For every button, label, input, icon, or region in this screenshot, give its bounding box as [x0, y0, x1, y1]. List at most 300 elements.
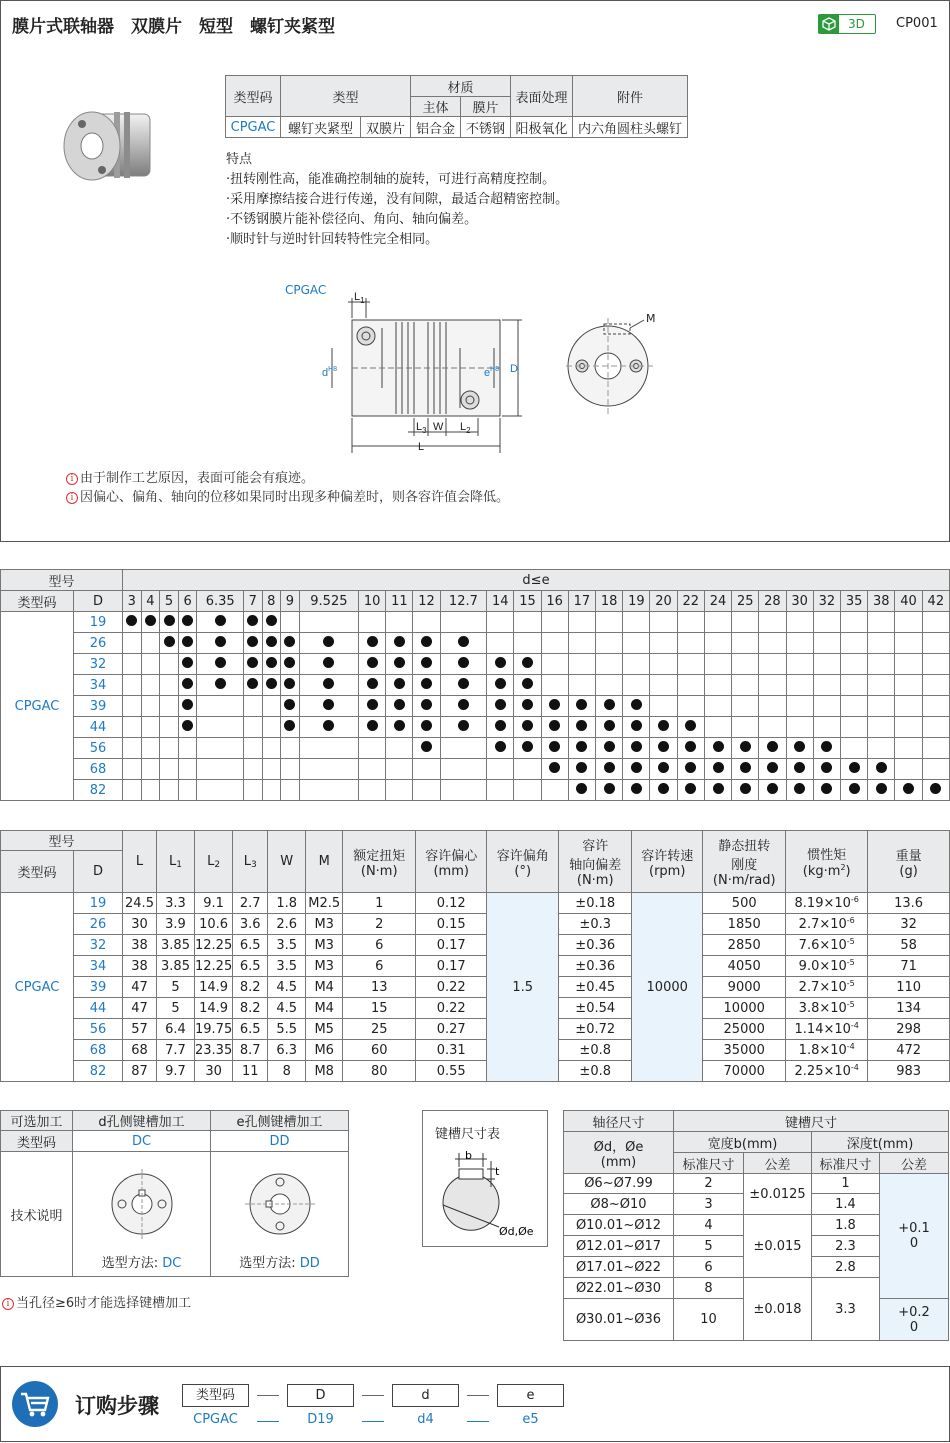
perf-weight: 32	[868, 914, 950, 935]
available-dot	[604, 783, 615, 794]
kw-h-t-std: 标准尺寸	[812, 1153, 880, 1174]
spec-h-material: 材质	[411, 76, 511, 97]
kw-range: Ø30.01~Ø36	[564, 1299, 674, 1341]
perf-L2: 14.9	[195, 998, 233, 1019]
bore-cell	[262, 654, 281, 675]
available-dot	[658, 720, 669, 731]
feature-item: ·扭转刚性高，能准确控制轴的旋转，可进行高精度控制。	[226, 172, 556, 187]
bore-cell	[568, 738, 595, 759]
available-dot	[323, 678, 334, 689]
perf-L: 47	[123, 977, 157, 998]
bore-cell	[732, 675, 759, 696]
perf-L2: 10.6	[195, 914, 233, 935]
bore-D: 56	[74, 738, 123, 759]
bore-cell	[281, 612, 300, 633]
perf-stiffness: 25000	[703, 1019, 786, 1040]
available-dot	[394, 678, 405, 689]
order-box-type-code: 类型码	[182, 1384, 249, 1407]
kw-h-depth: 深度t(mm)	[812, 1132, 949, 1153]
kw-range: Ø17.01~Ø22	[564, 1257, 674, 1278]
available-dot	[421, 720, 432, 731]
perf-L: 47	[123, 998, 157, 1019]
bore-cell	[386, 696, 413, 717]
bore-cell	[922, 654, 949, 675]
perf-torque: 25	[343, 1019, 416, 1040]
bore-cell	[281, 696, 300, 717]
perf-stiffness: 1850	[703, 914, 786, 935]
perf-L1: 3.85	[157, 935, 195, 956]
bore-cell	[281, 717, 300, 738]
perf-inertia-base: 3.8×10	[798, 1001, 847, 1016]
perf-M: M3	[306, 956, 343, 977]
bore-cell	[178, 717, 197, 738]
spec-type1: 螺钉夹紧型	[281, 117, 361, 138]
available-dot	[576, 699, 587, 710]
order-box-e: e	[497, 1384, 564, 1407]
bore-cell	[440, 675, 486, 696]
bore-row	[1, 675, 950, 696]
note-option: i 当孔径≥6时才能选择键槽加工	[2, 1292, 191, 1311]
available-dot	[549, 720, 560, 731]
bore-cell	[440, 633, 486, 654]
available-dot	[266, 678, 277, 689]
opt-code-dc: DC	[73, 1131, 211, 1152]
3d-badge[interactable]	[818, 14, 876, 34]
perf-L1: 7.7	[157, 1040, 195, 1061]
available-dot	[284, 636, 295, 647]
bore-cell	[262, 696, 281, 717]
bore-cell	[596, 738, 623, 759]
perf-axial: ±0.8	[559, 1061, 632, 1082]
perf-stiffness: 500	[703, 893, 786, 914]
perf-stiffness: 4050	[703, 956, 786, 977]
perf-h-M: M	[306, 831, 343, 893]
perf-L: 24.5	[123, 893, 157, 914]
available-dot	[458, 657, 469, 668]
bore-cell	[759, 780, 786, 801]
available-dot	[604, 741, 615, 752]
perf-inertia-exp: -4	[850, 1021, 859, 1030]
bore-cell	[623, 759, 650, 780]
perf-L3: 2.7	[233, 893, 268, 914]
bore-cell	[922, 696, 949, 717]
perf-L: 87	[123, 1061, 157, 1082]
spec-table	[225, 75, 688, 138]
available-dot	[421, 636, 432, 647]
spec-accessory: 内六角圆柱头螺钉	[573, 117, 688, 138]
cart-icon	[12, 1381, 58, 1427]
bore-h-model: 型号	[1, 570, 123, 591]
bore-cell	[197, 612, 243, 633]
bore-row	[1, 696, 950, 717]
feature-item: ·不锈钢膜片能补偿径向、角向、轴向偏差。	[226, 212, 478, 227]
kw-range: Ø10.01~Ø12	[564, 1215, 674, 1236]
perf-h-model: 型号	[1, 831, 123, 851]
available-dot	[247, 615, 258, 626]
perf-axial: ±0.8	[559, 1040, 632, 1061]
bore-cell	[514, 696, 541, 717]
bore-cell	[759, 612, 786, 633]
available-dot	[421, 678, 432, 689]
bore-cell	[160, 675, 179, 696]
perf-torque: 6	[343, 956, 416, 977]
bore-cell	[813, 654, 840, 675]
available-dot	[849, 783, 860, 794]
spec-body: 铝合金	[411, 117, 461, 138]
bore-cell	[650, 696, 677, 717]
bore-cell	[487, 738, 514, 759]
perf-row	[1, 935, 950, 956]
perf-D: 34	[74, 956, 123, 977]
perf-axial: ±0.45	[559, 977, 632, 998]
bore-cell	[299, 759, 358, 780]
perf-inertia	[786, 998, 868, 1019]
available-dot	[367, 636, 378, 647]
bore-cell	[440, 654, 486, 675]
available-dot	[876, 783, 887, 794]
bore-type-code: CPGAC	[1, 612, 74, 801]
bore-cell	[596, 780, 623, 801]
bore-size: 9.525	[299, 591, 358, 612]
bore-cell	[677, 675, 704, 696]
bore-row	[1, 738, 950, 759]
bore-cell	[840, 717, 867, 738]
bore-cell	[568, 675, 595, 696]
perf-inertia	[786, 914, 868, 935]
spec-h-film: 膜片	[461, 97, 511, 117]
bore-cell	[262, 675, 281, 696]
available-dot	[421, 657, 432, 668]
available-dot	[182, 615, 193, 626]
order-box-d: d	[392, 1384, 459, 1407]
bore-cell	[868, 717, 895, 738]
bore-cell	[895, 759, 922, 780]
cube-icon	[819, 15, 839, 33]
bore-size: 24	[704, 591, 731, 612]
perf-ecc: 0.55	[416, 1061, 487, 1082]
bore-cell	[487, 612, 514, 633]
available-dot	[576, 720, 587, 731]
bore-cell	[123, 780, 142, 801]
perf-M: M3	[306, 914, 343, 935]
bore-cell	[704, 612, 731, 633]
kw-t: 1.4	[812, 1194, 880, 1215]
dim-W: W	[433, 421, 444, 433]
available-dot	[394, 699, 405, 710]
perf-torque: 80	[343, 1061, 416, 1082]
kw-t-tol: +0.1 0	[880, 1174, 949, 1299]
available-dot	[323, 636, 334, 647]
perf-D: 26	[74, 914, 123, 935]
perf-inertia-base: 1.14×10	[794, 1022, 851, 1037]
perf-L3: 6.5	[233, 956, 268, 977]
kw-h-b-std: 标准尺寸	[674, 1153, 744, 1174]
bore-cell	[677, 633, 704, 654]
perf-L1: 5	[157, 998, 195, 1019]
available-dot	[421, 699, 432, 710]
available-dot	[215, 678, 226, 689]
bore-cell	[732, 717, 759, 738]
bore-cell	[868, 780, 895, 801]
bore-cell	[623, 780, 650, 801]
available-dot	[767, 741, 778, 752]
bore-cell	[141, 612, 160, 633]
bore-cell	[243, 738, 262, 759]
order-sep	[362, 1421, 384, 1422]
bore-row	[1, 717, 950, 738]
order-value-e: e5	[522, 1412, 539, 1427]
available-dot	[182, 720, 193, 731]
bore-cell	[160, 717, 179, 738]
bore-cell	[243, 696, 262, 717]
bore-cell	[487, 696, 514, 717]
bore-cell	[299, 612, 358, 633]
bore-cell	[895, 675, 922, 696]
perf-row	[1, 977, 950, 998]
bore-cell	[704, 780, 731, 801]
bore-cell	[514, 780, 541, 801]
bore-cell	[123, 717, 142, 738]
available-dot	[394, 720, 405, 731]
perf-D: 19	[74, 893, 123, 914]
bore-cell	[677, 780, 704, 801]
opt-h-dkey: d孔侧键槽加工	[73, 1111, 211, 1131]
bore-cell	[596, 633, 623, 654]
perf-h-weight: 重量 (g)	[868, 831, 950, 893]
bore-cell	[160, 654, 179, 675]
perf-h-angle: 容许偏角 (°)	[487, 831, 559, 893]
bore-size: 20	[650, 591, 677, 612]
bore-cell	[895, 612, 922, 633]
spec-type2: 双膜片	[361, 117, 411, 138]
bore-cell	[650, 780, 677, 801]
bore-cell	[359, 759, 386, 780]
perf-inertia-exp: -5	[846, 1000, 855, 1009]
bore-cell	[759, 759, 786, 780]
perf-stiffness: 70000	[703, 1061, 786, 1082]
perf-inertia-base: 8.19×10	[794, 896, 851, 911]
available-dot	[215, 636, 226, 647]
bore-cell	[813, 759, 840, 780]
opt-dc-cell	[73, 1152, 211, 1277]
bore-size: 32	[813, 591, 840, 612]
available-dot	[658, 762, 669, 773]
bore-cell	[786, 654, 813, 675]
bore-cell	[868, 675, 895, 696]
available-dot	[284, 699, 295, 710]
perf-ecc: 0.12	[416, 893, 487, 914]
bore-cell	[123, 738, 142, 759]
bore-D: 39	[74, 696, 123, 717]
perf-L2: 14.9	[195, 977, 233, 998]
bore-size: 28	[759, 591, 786, 612]
bore-cell	[413, 780, 440, 801]
bore-cell	[732, 633, 759, 654]
bore-cell	[160, 759, 179, 780]
perf-M: M4	[306, 998, 343, 1019]
bore-D: 68	[74, 759, 123, 780]
bore-cell	[299, 717, 358, 738]
perf-torque: 1	[343, 893, 416, 914]
bore-D: 32	[74, 654, 123, 675]
bore-cell	[677, 612, 704, 633]
kw-b-tol: ±0.015	[744, 1215, 812, 1278]
bore-cell	[868, 633, 895, 654]
spec-type-code: CPGAC	[226, 117, 281, 138]
bore-cell	[650, 717, 677, 738]
kw-h-dia: Ød，Øe (mm)	[564, 1132, 674, 1174]
available-dot	[576, 762, 587, 773]
spec-surface: 阳极氧化	[511, 117, 573, 138]
bore-cell	[160, 738, 179, 759]
bore-D: 82	[74, 780, 123, 801]
available-dot	[495, 699, 506, 710]
perf-W: 3.5	[268, 935, 306, 956]
perf-L2: 12.25	[195, 935, 233, 956]
bore-cell	[413, 675, 440, 696]
opt-h-ekey: e孔侧键槽加工	[211, 1111, 349, 1131]
available-dot	[394, 636, 405, 647]
bore-size: 3	[123, 591, 142, 612]
bore-cell	[813, 612, 840, 633]
order-sep	[257, 1395, 279, 1396]
bore-size: 30	[786, 591, 813, 612]
opt-dd-cell	[211, 1152, 349, 1277]
perf-stiffness: 9000	[703, 977, 786, 998]
available-dot	[713, 762, 724, 773]
perf-M: M4	[306, 977, 343, 998]
bore-cell	[440, 696, 486, 717]
bore-cell	[281, 654, 300, 675]
perf-ecc: 0.17	[416, 935, 487, 956]
bore-cell	[895, 633, 922, 654]
available-dot	[367, 720, 378, 731]
available-dot	[767, 783, 778, 794]
bore-cell	[440, 717, 486, 738]
perf-torque: 6	[343, 935, 416, 956]
bore-cell	[197, 717, 243, 738]
bore-cell	[123, 675, 142, 696]
available-dot	[164, 615, 175, 626]
perf-row	[1, 998, 950, 1019]
kw-h-width: 宽度b(mm)	[674, 1132, 812, 1153]
kw-b: 8	[674, 1278, 744, 1299]
bore-cell	[732, 780, 759, 801]
bore-cell	[704, 675, 731, 696]
kw-range: Ø8~Ø10	[564, 1194, 674, 1215]
available-dot	[367, 699, 378, 710]
bore-cell	[514, 717, 541, 738]
bore-cell	[413, 759, 440, 780]
bore-cell	[922, 612, 949, 633]
perf-h-axial: 容许 轴向偏差 (N·m)	[559, 831, 632, 893]
perf-inertia-base: 1.8×10	[798, 1043, 847, 1058]
perf-inertia-exp: -6	[846, 916, 855, 925]
order-value-D: D19	[307, 1412, 334, 1427]
perf-W: 4.5	[268, 977, 306, 998]
perf-W: 5.5	[268, 1019, 306, 1040]
dim-e: $e^{H8}$	[484, 366, 500, 379]
perf-h-L2: $L_2$	[195, 831, 233, 893]
dim-M: M	[646, 312, 656, 325]
order-sep	[362, 1395, 384, 1396]
bore-cell	[141, 675, 160, 696]
bore-cell	[413, 738, 440, 759]
perf-h-torque: 额定扭矩 (N·m)	[343, 831, 416, 893]
bore-cell	[650, 738, 677, 759]
bore-size: 22	[677, 591, 704, 612]
bore-cell	[541, 696, 568, 717]
available-dot	[604, 720, 615, 731]
perf-row	[1, 1061, 950, 1082]
bore-cell	[922, 633, 949, 654]
bore-cell	[623, 633, 650, 654]
bore-cell	[514, 612, 541, 633]
bore-cell	[487, 759, 514, 780]
bore-cell	[786, 717, 813, 738]
perf-L3: 3.6	[233, 914, 268, 935]
bore-cell	[596, 612, 623, 633]
spec-h-accessory: 附件	[573, 76, 688, 117]
perf-ecc: 0.22	[416, 998, 487, 1019]
bore-cell	[759, 696, 786, 717]
perf-M: M2.5	[306, 893, 343, 914]
available-dot	[266, 615, 277, 626]
bore-row	[1, 612, 950, 633]
bore-cell	[178, 738, 197, 759]
bore-cell	[677, 717, 704, 738]
info-icon: i	[2, 1298, 14, 1310]
bore-cell	[413, 612, 440, 633]
bore-cell	[895, 780, 922, 801]
available-dot	[495, 720, 506, 731]
perf-inertia	[786, 1019, 868, 1040]
bore-cell	[123, 696, 142, 717]
available-dot	[458, 699, 469, 710]
bore-size: 16	[541, 591, 568, 612]
available-dot	[367, 657, 378, 668]
bore-cell	[568, 780, 595, 801]
opt-h-type-code: 类型码	[1, 1131, 73, 1152]
product-photo	[58, 96, 168, 192]
available-dot	[713, 783, 724, 794]
bore-cell	[197, 675, 243, 696]
drawing-label: CPGAC	[285, 283, 327, 297]
available-dot	[794, 741, 805, 752]
side-view-drawing	[318, 288, 538, 458]
bore-cell	[786, 780, 813, 801]
perf-inertia	[786, 956, 868, 977]
perf-W: 1.8	[268, 893, 306, 914]
perf-axial: ±0.54	[559, 998, 632, 1019]
perf-h-L1: $L_1$	[157, 831, 195, 893]
bore-cell	[868, 654, 895, 675]
bore-h-type-code: 类型码	[1, 591, 74, 612]
bore-cell	[704, 654, 731, 675]
bore-row	[1, 654, 950, 675]
perf-weight: 983	[868, 1061, 950, 1082]
bore-cell	[732, 759, 759, 780]
bore-D: 19	[74, 612, 123, 633]
perf-row	[1, 1019, 950, 1040]
bore-size: 5	[160, 591, 179, 612]
bore-cell	[262, 717, 281, 738]
bore-cell	[281, 759, 300, 780]
perf-weight: 71	[868, 956, 950, 977]
perf-inertia-base: 2.7×10	[798, 917, 847, 932]
bore-D: 26	[74, 633, 123, 654]
kw-h-shaft: 轴径尺寸	[564, 1111, 674, 1132]
